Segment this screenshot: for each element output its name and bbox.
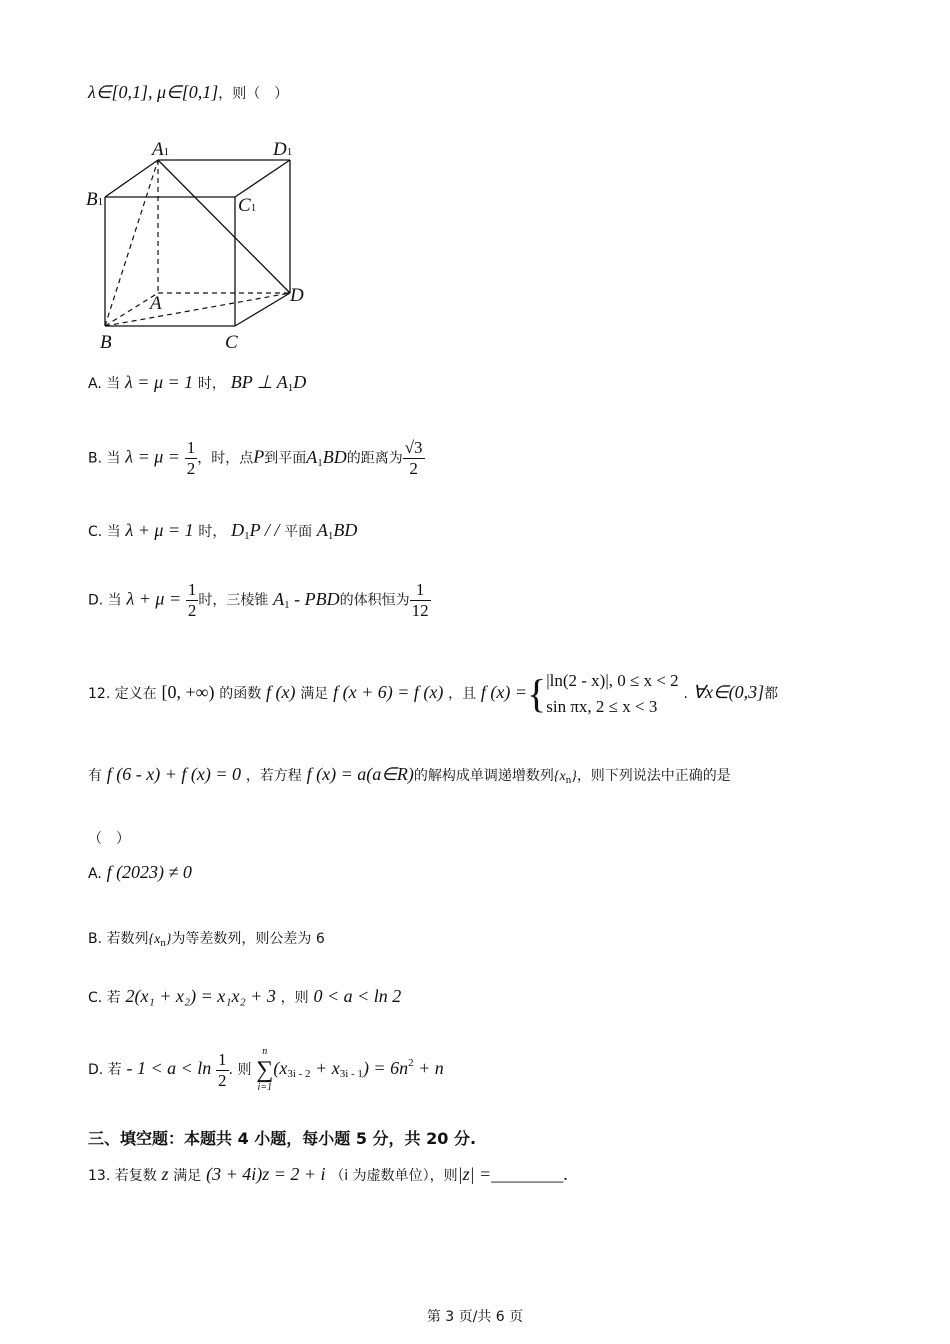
fraction-half: $\frac{1}{2}$ xyxy=(218,1049,227,1090)
q11-option-a: A. 当 λ = μ = 1 时， BP ⊥ $A_1D$ xyxy=(88,372,307,394)
q11-option-b: B. 当 λ = μ = $\frac{1}{2}$ ，时，点P到平面$A_1BD$的距离为 $\frac{√3}{2}$ xyxy=(88,438,423,478)
lambda-mu-range: λ∈[0,1], μ∈[0,1] xyxy=(88,82,219,102)
fraction-half: $\frac{1}{2}$ xyxy=(186,438,196,478)
piecewise-brace: { xyxy=(527,671,547,716)
edge-C1D1 xyxy=(235,160,290,197)
page-footer: 第 3 页/共 6 页 xyxy=(426,1309,524,1325)
piecewise-cases: |ln(2 - x)|, 0 ≤ x < 2 sin πx, 2 ≤ x < 3 xyxy=(546,671,679,716)
then-choose: ，则（ ） xyxy=(218,86,289,102)
section-heading: 三、填空题：本题共 4 小题，每小题 5 分，共 20 分. xyxy=(88,1129,477,1148)
label-A: A xyxy=(150,293,162,314)
q13-stem: 13. 若复数 z 满足 (3 + 4i)z = 2 + i （i 为虚数单位），则|z| =________. xyxy=(88,1164,568,1184)
q12-stem-line2: 有 f (6 - x) + f (x) = 0 ，若方程 f (x) = a(a∈R)的解构成单调递增数列$\{x_n\}$，则下列说法中正确的是 xyxy=(88,764,731,786)
q12-option-d: D. 若 - 1 < a < ln $\frac{1}{2}$ . 则 n ∑ i=1 $(x_{3i - 2} + x_{3i - 1}) = 6n^2 + n$ xyxy=(88,1046,444,1093)
cube-figure xyxy=(80,135,340,355)
label-C: C xyxy=(225,332,238,353)
answer-blank[interactable]: ________. xyxy=(491,1164,568,1184)
label-D1: D1 xyxy=(273,139,293,160)
q12-option-c: C. 若 2(x₁ + x₂) = x₁x₂ + 3 ，则 0 < a < ln 2 xyxy=(88,986,402,1006)
label-D: D xyxy=(290,285,304,306)
q11-option-d: D. 当 λ + μ = $\frac{1}{2}$ 时，三棱锥 $A_1$ - PBD的体积恒为 $\frac{1}{12}$ xyxy=(88,580,429,620)
q12-option-a: A. f (2023) ≠ 0 xyxy=(88,862,192,882)
label-C1: C1 xyxy=(238,195,257,216)
summation: n ∑ i=1 xyxy=(256,1046,274,1093)
q12-choice-paren: （ ） xyxy=(88,831,130,847)
label-A1: A1 xyxy=(152,139,170,160)
fraction-sqrt3-over-2: $\frac{√3}{2}$ xyxy=(404,438,423,478)
edge-B1A1 xyxy=(105,160,158,197)
fraction-one-twelfth: $\frac{1}{12}$ xyxy=(411,580,429,620)
edge-A1D xyxy=(158,160,290,293)
label-B1: B1 xyxy=(86,189,104,210)
top-condition-line xyxy=(88,82,288,103)
edge-CD xyxy=(235,293,290,326)
fraction-half: $\frac{1}{2}$ xyxy=(187,580,197,620)
q12-stem-line1: 12. 定义在 [0, +∞) 的函数 f (x) 满足 f (x + 6) = f (x) ，且 f (x) ={ |ln(2 - x)|, 0 ≤ x < 2 sin πx, 2 ≤ x < 3 . ∀x∈(0,3]都 xyxy=(88,668,778,720)
q11-option-c: C. 当 λ + μ = 1 时， $D_1P$ / / 平面 $A_1BD$ xyxy=(88,520,358,542)
q12-option-b: B. 若数列$\{x_n\}$为等差数列，则公差为 6 xyxy=(88,931,325,949)
label-B: B xyxy=(100,332,112,353)
